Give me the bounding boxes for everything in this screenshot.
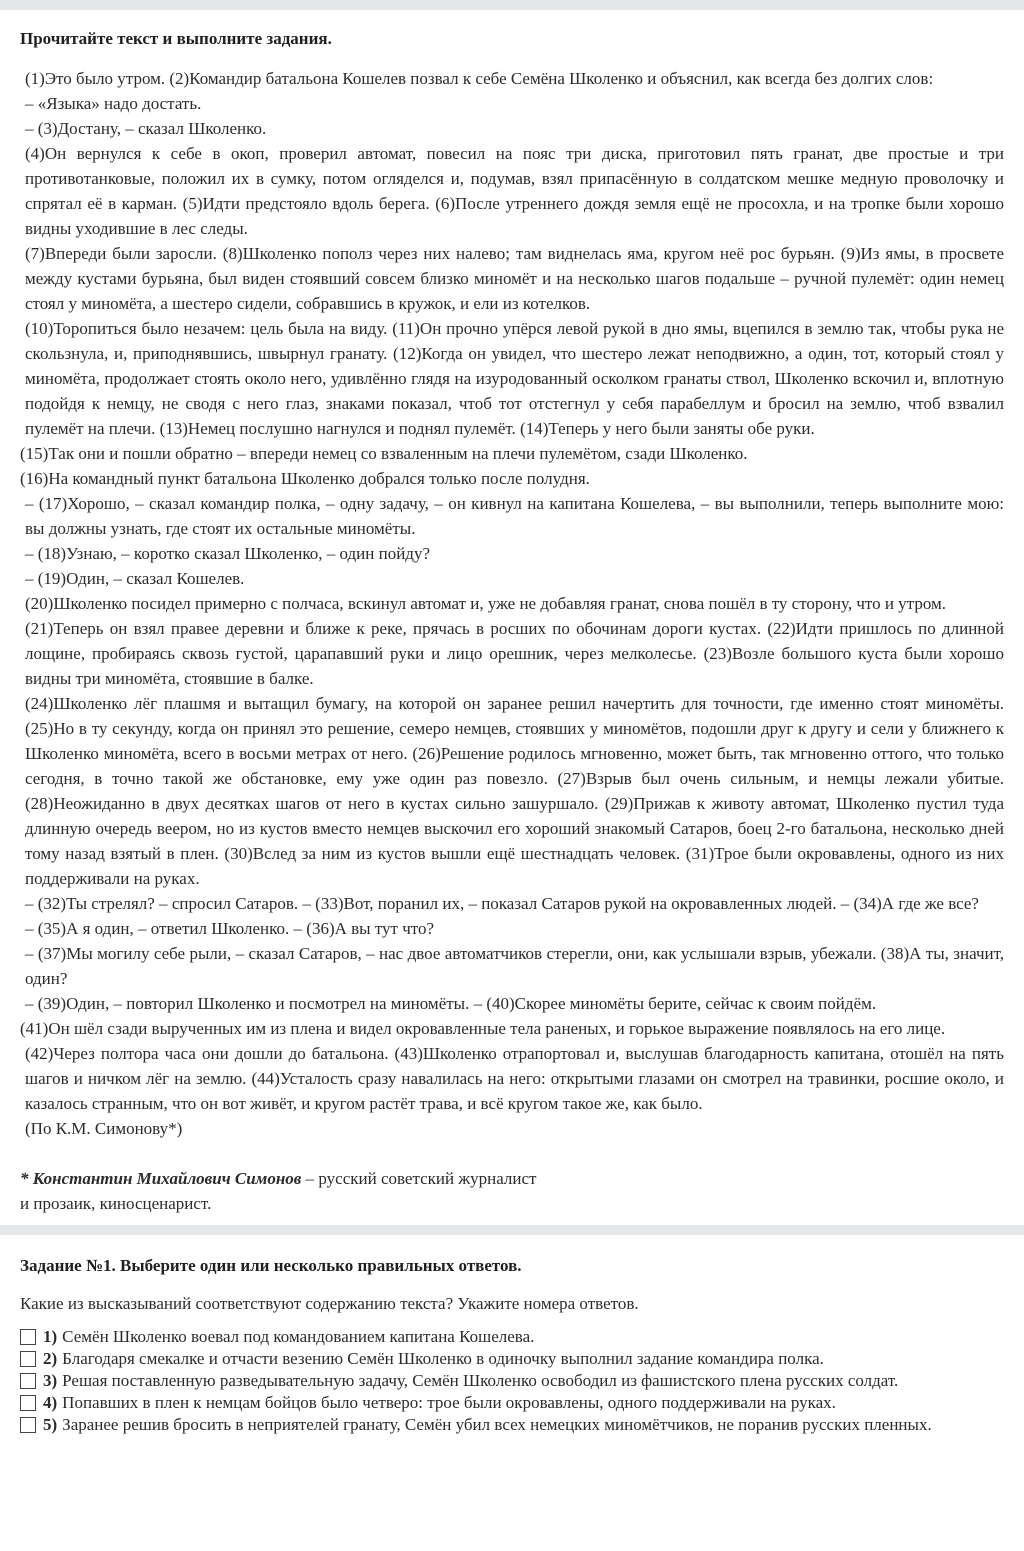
answer-checkbox-5[interactable] xyxy=(20,1417,36,1433)
text-paragraph: – (3)Достану, – сказал Школенко. xyxy=(25,119,267,138)
task-heading: Задание №1. Выберите один или несколько правильных ответов. xyxy=(20,1256,522,1275)
text-paragraph: (15)Так они и пошли обратно – впереди немец со взваленным на плечи пулемётом, сзади Школенко. xyxy=(20,444,748,463)
footnote-line-2: и прозаик, киносценарист. xyxy=(20,1194,212,1213)
text-paragraph: – (39)Один, – повторил Школенко и посмотрел на миномёты. – (40)Скорее миномёты берите, сейчас к своим пойдём. xyxy=(25,994,877,1013)
text-paragraph: (4)Он вернулся к себе в окоп, проверил автомат, повесил на пояс три диска, приготовил пять гранат, две простые и три противотанковые, положил их в сумку, потом огляделся и, подумав, взял припасённую в солдатском мешке медную проволочку и спрятал её в карман. (5)Идти предстояло вдоль берега. (6)После утреннего дождя земля ещё не просохла, и на тропке были хорошо видны уходившие в лес следы. xyxy=(25,144,1004,238)
spacer xyxy=(20,1141,1004,1166)
reading-heading: Прочитайте текст и выполните задания. xyxy=(20,29,332,48)
text-paragraph: (10)Торопиться было незачем: цель была на виду. (11)Он прочно упёрся левой рукой в дно ямы, вцепился в землю так, чтобы рука не скользнула, и, приподнявшись, швырнул гранату. (12)Когда он увидел, что шестеро лежат неподвижно, а один, тот, который стоял у миномёта, продолжает стоять около него, удивлённо глядя на изуродованный осколком гранаты ствол, Школенко вскочил и, вплотную подойдя к немцу, не сводя с него глаз, знаками показал, чтоб тот отстегнул у себя парабеллум и бросил на землю, чтоб взвалил пулемёт на плечи. (13)Немец послушно нагнулся и поднял пулемёт. (14)Теперь у него были заняты обе руки. xyxy=(25,319,1004,438)
answer-checkbox-4[interactable] xyxy=(20,1395,36,1411)
text-paragraph: – (37)Мы могилу себе рыли, – сказал Сатаров, – нас двое автоматчиков стерегли, они, как услышали взрыв, убежали. (38)А ты, значит, один? xyxy=(25,944,1004,988)
text-paragraph: – (35)А я один, – ответил Школенко. – (36)А вы тут что? xyxy=(25,919,435,938)
task-section xyxy=(0,1254,1024,1436)
section-divider xyxy=(0,1225,1024,1235)
answer-text: Заранее решив бросить в неприятелей гранату, Семён убил всех немецких миномётчиков, не поранив русских пленных. xyxy=(62,1415,932,1434)
author-footnote xyxy=(20,1166,1004,1216)
answer-option-5 xyxy=(20,1414,1004,1436)
answer-option-4 xyxy=(20,1392,1004,1414)
reading-text-section xyxy=(0,27,1024,1216)
footnote-line-1 xyxy=(20,1166,1004,1191)
text-paragraph: (24)Школенко лёг плашмя и вытащил бумагу, на которой он заранее решил начертить для точности, где именно стоят миномёты. (25)Но в ту секунду, когда он принял это решение, семеро немцев, стоявших у миномётов, подошли друг к другу и сели у ближнего к Школенко миномёта, всего в восьми метрах от него. (26)Решение родилось мгновенно, может быть, так мгновенно оттого, что только сегодня, в точно такой же обстановке, ему уже один раз повезло. (27)Взрыв был очень сильным, и немцы лежали убитые. (28)Неожиданно в двух десятках шагов от него в кустах сильно зашуршало. (29)Прижав к животу автомат, Школенко пустил туда длинную очередь веером, но из кустов вместо немцев выскочил его хороший знакомый Сатаров, боец 2-го батальона, несколько дней тому назад взятый в плен. (30)Вслед за ним из кустов вышли ещё шестнадцать человек. (31)Трое были окровавлены, одного из них поддерживали на руках. xyxy=(25,694,1004,888)
answer-checkbox-1[interactable] xyxy=(20,1329,36,1345)
answer-number: 3) xyxy=(43,1371,58,1390)
answer-option-1 xyxy=(20,1326,1004,1348)
answer-text: Семён Школенко воевал под командованием капитана Кошелева. xyxy=(62,1327,535,1346)
answer-text: Решая поставленную разведывательную задачу, Семён Школенко освободил из фашистского плена русских солдат. xyxy=(62,1371,899,1390)
answer-text: Благодаря смекалке и отчасти везению Семён Школенко в одиночку выполнил задание командира полка. xyxy=(62,1349,824,1368)
top-divider xyxy=(0,0,1024,10)
answer-checkbox-2[interactable] xyxy=(20,1351,36,1367)
text-paragraph: (20)Школенко посидел примерно с полчаса, вскинул автомат и, уже не добавляя гранат, снова пошёл в ту сторону, что и утром. xyxy=(25,594,947,613)
text-paragraph: – (19)Один, – сказал Кошелев. xyxy=(25,569,245,588)
footnote-description: – русский советский журналист xyxy=(305,1169,537,1188)
answer-options xyxy=(20,1326,1004,1436)
answer-text: Попавших в плен к немцам бойцов было четверо: трое были окровавлены, одного поддерживали на руках. xyxy=(62,1393,836,1412)
text-paragraph: (По К.М. Симонову*) xyxy=(25,1119,183,1138)
text-paragraph: (7)Впереди были заросли. (8)Школенко пополз через них налево; там виднелась яма, кругом неё рос бурьян. (9)Из ямы, в просвете между кустами бурьяна, был виден стоявший совсем близко миномёт и на несколько шагов подальше – ручной пулемёт: один немец стоял у миномёта, а шестеро сидели, собравшись в кружок, и ели из котелков. xyxy=(25,244,1004,313)
text-paragraph: (21)Теперь он взял правее деревни и ближе к реке, прячась в росших по обочинам дороги кустах. (22)Идти пришлось по длинной лощине, пробираясь сквозь густой, царапавший руки и лицо орешник, через мелколесье. (23)Возле большого куста были хорошо видны три миномёта, стоявшие в балке. xyxy=(25,619,1004,688)
text-paragraph: (16)На командный пункт батальона Школенко добрался только после полудня. xyxy=(20,469,590,488)
text-paragraph: (1)Это было утром. (2)Командир батальона Кошелев позвал к себе Семёна Школенко и объяснил, как всегда без долгих слов: xyxy=(25,69,934,88)
text-paragraph: (41)Он шёл сзади вырученных им из плена и видел окровавленные тела раненых, и горькое выражение появлялось на его лице. xyxy=(20,1019,946,1038)
footnote-star: * xyxy=(20,1169,29,1188)
answer-number: 5) xyxy=(43,1415,58,1434)
text-paragraph: – (18)Узнаю, – коротко сказал Школенко, – один пойду? xyxy=(25,544,430,563)
text-paragraph: (42)Через полтора часа они дошли до батальона. (43)Школенко отрапортовал и, выслушав благодарность капитана, отошёл на пять шагов и ничком лёг на землю. (44)Усталость сразу навалилась на него: открытыми глазами он смотрел на травинки, росшие около, и казалось странным, что он вот живёт, и кругом растёт трава, и всё кругом такое же, как было. xyxy=(25,1044,1004,1113)
text-paragraph: – «Языка» надо достать. xyxy=(25,94,202,113)
text-paragraph: – (17)Хорошо, – сказал командир полка, – одну задачу, – он кивнул на капитана Кошелева, – вы выполнили, теперь выполните мою: вы должны узнать, где стоят их остальные миномёты. xyxy=(25,494,1004,538)
reading-text xyxy=(20,66,1004,1141)
answer-option-3 xyxy=(20,1370,1004,1392)
answer-option-2 xyxy=(20,1348,1004,1370)
answer-number: 1) xyxy=(43,1327,58,1346)
task-question: Какие из высказываний соответствуют содержанию текста? Укажите номера ответов. xyxy=(20,1294,639,1313)
answer-number: 2) xyxy=(43,1349,58,1368)
answer-number: 4) xyxy=(43,1393,58,1412)
footnote-author-name: Константин Михайлович Симонов xyxy=(32,1169,302,1188)
answer-checkbox-3[interactable] xyxy=(20,1373,36,1389)
text-paragraph: – (32)Ты стрелял? – спросил Сатаров. – (33)Вот, поранил их, – показал Сатаров рукой на окровавленных людей. – (34)А где же все? xyxy=(25,894,979,913)
